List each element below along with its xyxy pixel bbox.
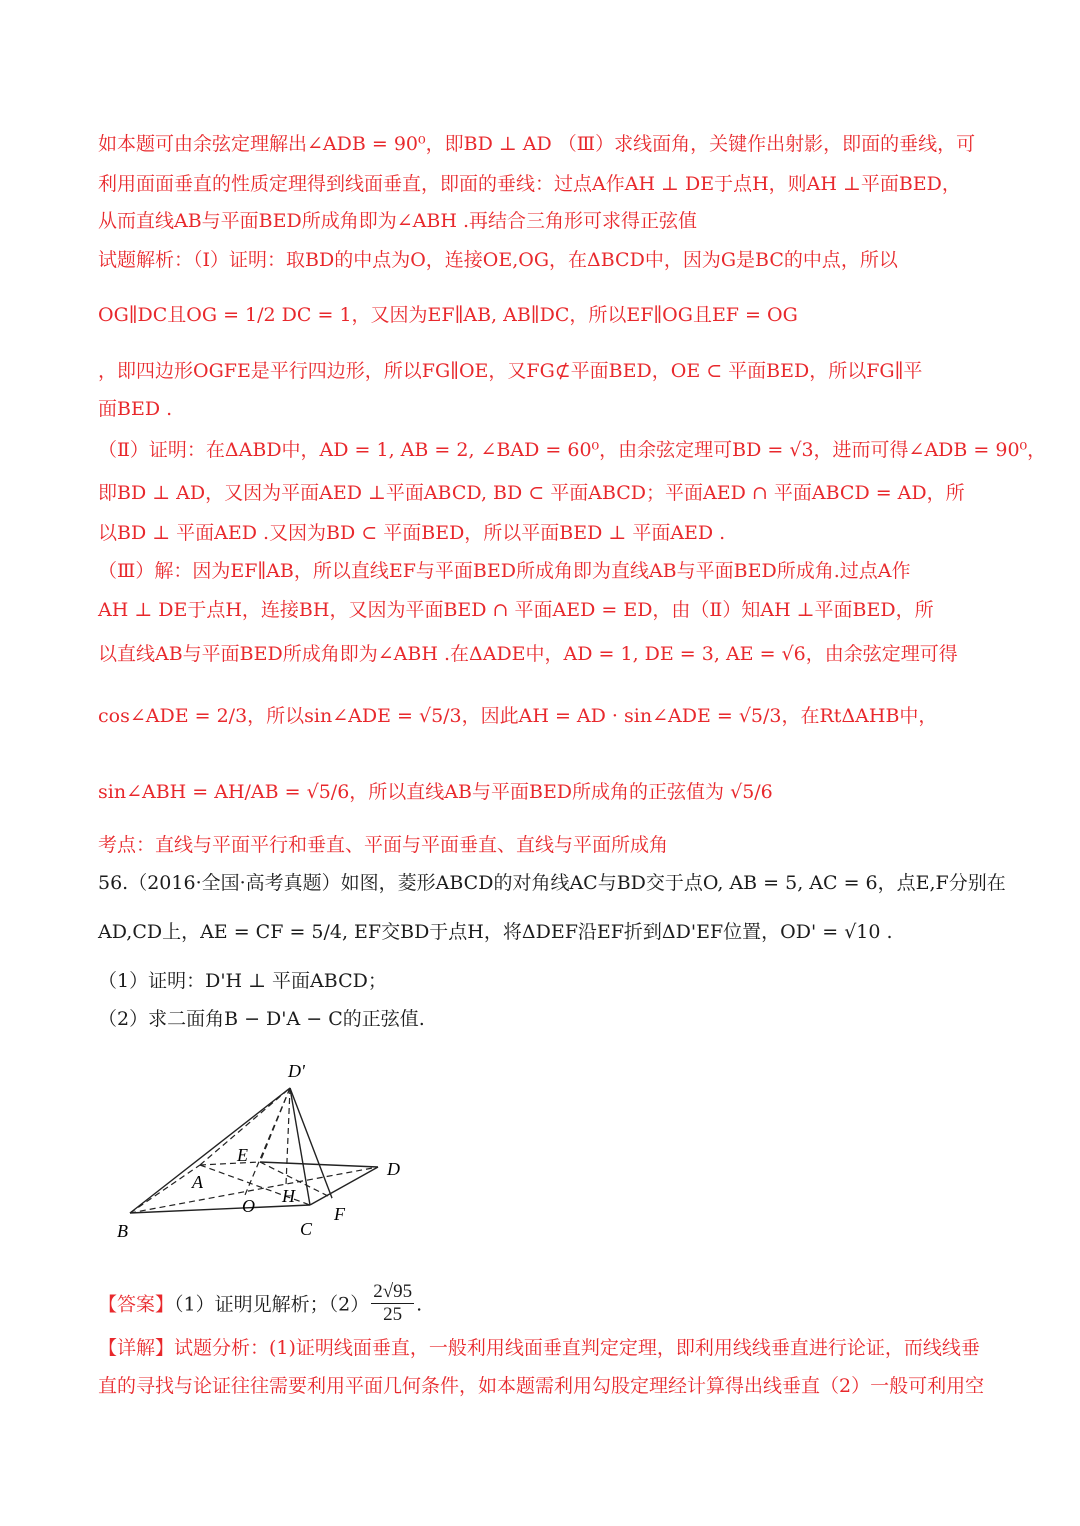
edge-DpF: [290, 1088, 332, 1198]
solution-line-3: ，即四边形OGFE是平行四边形，所以FG∥OE，又FG⊄平面BED，OE ⊂ 平面BED，所以FG∥平: [98, 360, 923, 382]
answer-tail: .: [416, 1293, 423, 1316]
label-A: A: [192, 1172, 203, 1192]
edge-CD: [310, 1167, 378, 1205]
question-1: （1）证明：D'H ⊥ 平面ABCD；: [98, 970, 387, 992]
answer-text: （1）证明见解析；（2）: [174, 1293, 370, 1316]
solution-line-7: 以BD ⊥ 平面AED .又因为BD ⊂ 平面BED，所以平面BED ⊥ 平面AED .: [98, 522, 726, 544]
detail-text-1: 试题分析：(1)证明线面垂直，一般利用线面垂直判定定理，即利用线线垂直进行论证，而线线垂: [174, 1337, 980, 1359]
answer-line: [98, 1283, 422, 1328]
answer-head: 【答案】: [98, 1293, 175, 1316]
analysis-line-2: 利用面面垂直的性质定理得到线面垂直，即面的垂线：过点A作AH ⊥ DE于点H，则AH ⊥平面BED，: [98, 173, 961, 195]
answer-numerator: 2√95: [373, 1281, 413, 1302]
edge-DpO: [245, 1088, 290, 1195]
detail-line-1: [98, 1335, 980, 1361]
answer-fraction: [371, 1281, 414, 1326]
answer-denominator: 25: [383, 1304, 403, 1325]
label-E: E: [237, 1145, 248, 1165]
label-F: F: [334, 1204, 345, 1224]
label-H: H: [282, 1186, 295, 1206]
edge-DpH: [286, 1088, 290, 1185]
label-C: C: [300, 1219, 313, 1239]
solution-line-10: 以直线AB与平面BED所成角即为∠ABH .在ΔADE中，AD = 1, DE = 3, AE = √6，由余弦定理可得: [98, 643, 958, 665]
problem-line-2: AD,CD上，AE = CF = 5/4, EF交BD于点H，将ΔDEF沿EF折到ΔD'EF位置，OD' = √10 .: [98, 921, 893, 943]
solution-line-5: （Ⅱ）证明：在ΔABD中，AD = 1, AB = 2, ∠BAD = 60⁰，由余弦定理可BD = √3，进而可得∠ADB = 90⁰，: [98, 439, 1047, 461]
solution-line-8: （Ⅲ）解：因为EF∥AB，所以直线EF与平面BED所成角即为直线AB与平面BED所成角.过点A作: [98, 560, 911, 582]
label-O: O: [242, 1196, 255, 1216]
question-2: （2）求二面角B − D'A − C的正弦值.: [98, 1008, 425, 1030]
problem-line-1: 56.（2016·全国·高考真题）如图，菱形ABCD的对角线AC与BD交于点O, AB = 5, AC = 6，点E,F分别在: [98, 872, 1006, 894]
label-Dp: D': [288, 1061, 305, 1081]
detail-head: 【详解】: [98, 1337, 175, 1359]
solution-line-4: 面BED .: [98, 398, 173, 420]
analysis-line-1: 如本题可由余弦定理解出∠ADB = 90⁰，即BD ⊥ AD （Ⅲ）求线面角，关键作出射影，即面的垂线，可: [98, 133, 976, 155]
detail-line-2: 直的寻找与论证往往需要利用平面几何条件，如本题需利用勾股定理经计算得出线垂直（2）一般可利用空: [98, 1375, 985, 1397]
solution-line-2: OG∥DC且OG = 1/2 DC = 1，又因为EF∥AB, AB∥DC，所以EF∥OG且EF = OG: [98, 304, 798, 326]
label-B: B: [117, 1221, 128, 1241]
edge-BC: [130, 1205, 310, 1213]
analysis-line-3: 从而直线AB与平面BED所成角即为∠ABH .再结合三角形可求得正弦值: [98, 210, 698, 232]
edge-EF: [260, 1162, 332, 1198]
solution-line-9: AH ⊥ DE于点H，连接BH，又因为平面BED ∩ 平面AED = ED，由（Ⅱ）知AH ⊥平面BED，所: [98, 599, 934, 621]
solution-line-1: 试题解析：（Ⅰ）证明：取BD的中点为O，连接OE,OG，在ΔBCD中，因为G是BC的中点，所以: [98, 249, 898, 271]
edge-BDp: [130, 1088, 290, 1213]
solution-line-11: cos∠ADE = 2/3，所以sin∠ADE = √5/3，因此AH = AD · sin∠ADE = √5/3，在RtΔAHB中，: [98, 705, 938, 727]
edge-BA: [130, 1165, 200, 1213]
label-D: D: [387, 1159, 400, 1179]
solution-line-12: sin∠ABH = AH/AB = √5/6，所以直线AB与平面BED所成角的正弦值为 √5/6: [98, 781, 773, 803]
geometry-figure: [110, 1055, 430, 1245]
edge-AE: [200, 1162, 260, 1165]
kaodian-line: 考点：直线与平面平行和垂直、平面与平面垂直、直线与平面所成角: [98, 834, 669, 856]
solution-line-6: 即BD ⊥ AD，又因为平面AED ⊥平面ABCD, BD ⊂ 平面ABCD；平面AED ∩ 平面ABCD = AD，所: [98, 482, 965, 504]
